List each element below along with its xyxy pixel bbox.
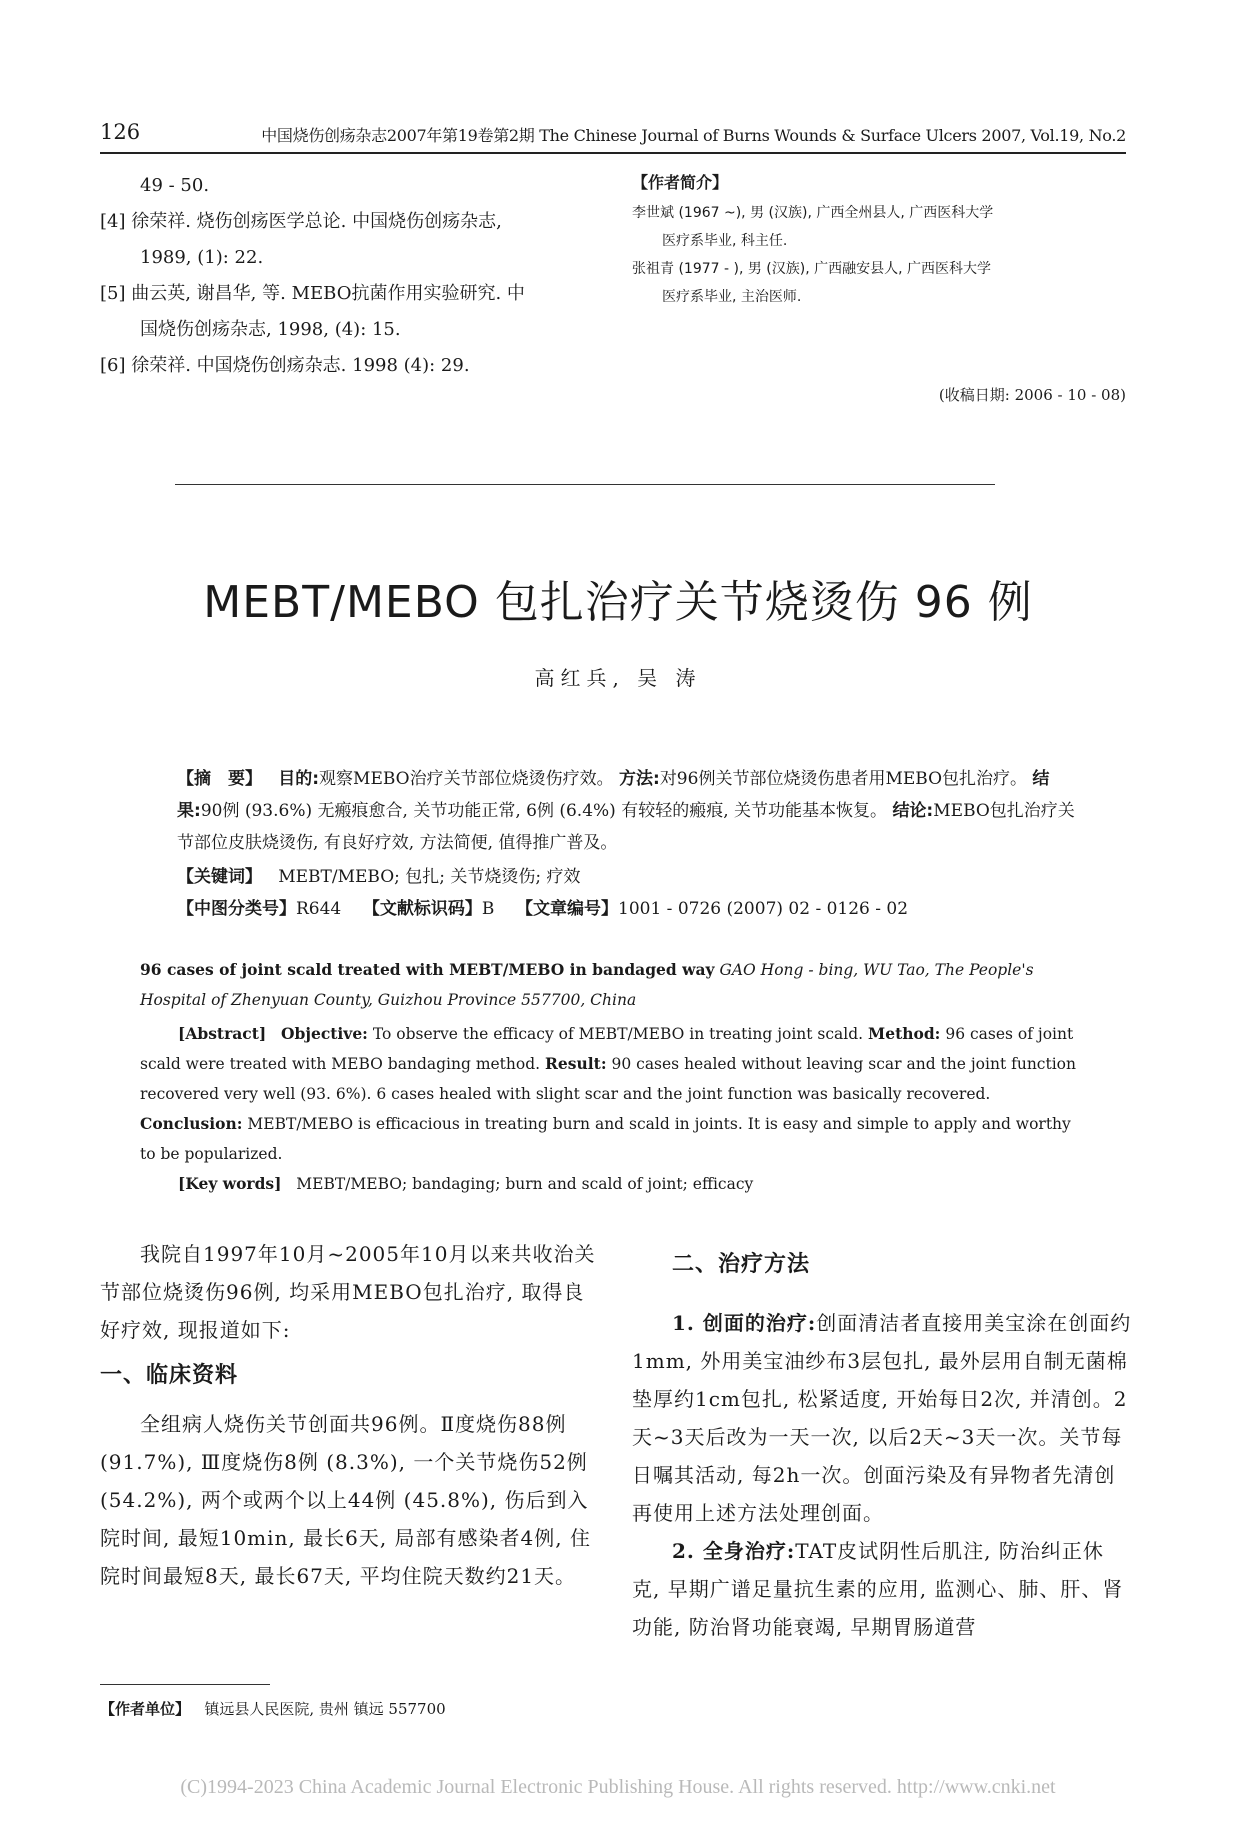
- conclusion-text: MEBO包扎治疗关节部位皮肤烧烫伤, 有良好疗效, 方法简便, 值得推广普及。: [177, 801, 1075, 853]
- reference-text: 曲云英, 谢昌华, 等. MEBO抗菌作用实验研究. 中: [131, 283, 525, 304]
- reference-4: [100, 204, 620, 240]
- class-value: R644: [296, 899, 342, 919]
- abstract-label: 【摘 要】: [177, 769, 262, 789]
- author-intro-heading: 【作者简介】: [632, 173, 729, 192]
- header-rule: [100, 152, 1126, 154]
- footnote-label: 【作者单位】: [100, 1700, 191, 1718]
- article-id-label: 【文章编号】: [516, 899, 618, 919]
- reference-6: [100, 348, 620, 384]
- keywords-line: [177, 861, 1082, 893]
- english-authors: GAO Hong - bing, WU Tao, The People's Hospital: [140, 961, 1034, 1009]
- author-bio: [632, 199, 1132, 311]
- keywords-text-en: MEBT/MEBO; bandaging; burn and scald of joint; efficacy: [296, 1175, 754, 1193]
- footnote-text: 镇远县人民医院, 贵州 镇远 557700: [204, 1700, 446, 1718]
- section-divider: [175, 484, 995, 485]
- reference-label: [4]: [100, 211, 126, 232]
- class-label: 【中图分类号】: [177, 899, 296, 919]
- body-left-column: [100, 1235, 600, 1595]
- abstract-label-en: [Abstract]: [178, 1024, 267, 1043]
- systemic-treatment-paragraph: [632, 1532, 1132, 1646]
- reference-5: [100, 276, 620, 312]
- wound-treatment-paragraph: [632, 1304, 1132, 1532]
- english-title-line: [140, 955, 1082, 1015]
- keywords-label-en: [Key words]: [178, 1174, 282, 1193]
- footnote-rule: [100, 1684, 270, 1685]
- keywords-label: 【关键词】: [177, 867, 262, 887]
- english-abstract-body: [140, 1019, 1082, 1169]
- method-text: 对96例关节部位烧烫伤患者用MEBO包扎治疗。: [659, 769, 1028, 789]
- english-keywords-line: [140, 1169, 1082, 1199]
- doc-code-value: B: [481, 899, 495, 919]
- author-bio-line: 张祖青 (1977 - ), 男 (汉族), 广西融安县人, 广西医科大学: [632, 261, 992, 277]
- received-date: (收稿日期: 2006 - 10 - 08): [938, 386, 1126, 404]
- objective-label-en: Objective:: [281, 1024, 368, 1043]
- author-bio-line: 医疗系毕业, 主治医师.: [662, 289, 802, 305]
- method-text-en: 96 cases of joint scald were treated with MEBO bandaging method.: [140, 1025, 1074, 1073]
- article-id-value: 1001 - 0726 (2007) 02 - 0126 - 02: [618, 899, 909, 919]
- reference-5-cont: 国烧伤创疡杂志, 1998, (4): 15.: [140, 319, 401, 340]
- conclusion-text-en: MEBT/MEBO is efficacious in treating burn and scald in joints. It is easy and simple to apply and worthy to be popularized.: [140, 1115, 1071, 1163]
- objective-label: 目的:: [278, 769, 320, 789]
- abstract-chinese: [177, 763, 1082, 925]
- objective-text-en: To observe the efficacy of MEBT/MEBO in treating joint scald.: [372, 1025, 864, 1043]
- reference-label: [5]: [100, 283, 126, 304]
- conclusion-label-en: Conclusion:: [140, 1114, 243, 1133]
- objective-text: 观察MEBO治疗关节部位烧烫伤疗效。: [319, 769, 614, 789]
- result-text: 90例 (93.6%) 无瘢痕愈合, 关节功能正常, 6例 (6.4%) 有较轻的瘢痕, 关节功能基本恢复。: [200, 801, 888, 821]
- method-label: 方法:: [619, 769, 660, 789]
- method-label-en: Method:: [868, 1024, 941, 1043]
- reference-text: 徐荣祥. 中国烧伤创疡杂志. 1998 (4): 29.: [131, 355, 470, 376]
- intro-paragraph: 我院自1997年10月~2005年10月以来共收治关节部位烧烫伤96例, 均采用MEBO包扎治疗, 取得良好疗效, 现报道如下:: [100, 1242, 596, 1342]
- article-title: MEBT/MEBO 包扎治疗关节烧烫伤 96 例: [203, 577, 1033, 628]
- result-text-en: 90 cases healed without leaving scar and the joint function recovered very well (93. 6%). 6 cases healed with slight scar and the joint function was basically recovered.: [140, 1055, 1076, 1103]
- reference-list: [100, 168, 620, 384]
- body-right-column: [632, 1240, 1132, 1646]
- result-label: 结果:: [177, 769, 1050, 821]
- author-bio-line: 李世斌 (1967 ~), 男 (汉族), 广西全州县人, 广西医科大学: [632, 205, 994, 221]
- english-affiliation: of Zhenyuan County, Guizhou Province 557700, China: [211, 991, 637, 1009]
- page-number: 126: [100, 120, 141, 144]
- reference-continuation: 49 - 50.: [140, 175, 210, 196]
- reference-text: 徐荣祥. 烧伤创疡医学总论. 中国烧伤创疡杂志,: [131, 211, 502, 232]
- conclusion-label: 结论:: [892, 801, 934, 821]
- systemic-treatment-label: 2. 全身治疗:: [672, 1539, 796, 1563]
- systemic-treatment-text: TAT皮试阴性后肌注, 防治纠正休克, 早期广谱足量抗生素的应用, 监测心、肺、肝、肾功能, 防治肾功能衰竭, 早期胃肠道营: [632, 1539, 1124, 1639]
- author-affiliation-footnote: [100, 1698, 446, 1719]
- section-heading-treatment: 二、治疗方法: [672, 1252, 811, 1277]
- author-intro: [632, 170, 1132, 311]
- journal-running-header: 中国烧伤创疡杂志2007年第19卷第2期 The Chinese Journal of Burns Wounds & Surface Ulcers 2007, Vol.19, No.2: [261, 126, 1126, 145]
- result-label-en: Result:: [545, 1054, 607, 1073]
- english-title: 96 cases of joint scald treated with MEBT/MEBO in bandaged way: [140, 960, 715, 979]
- article-authors: 高红兵, 吴 涛: [534, 666, 702, 690]
- copyright-notice: (C)1994-2023 China Academic Journal Electronic Publishing House. All rights reserved. http://www.cnki.net: [180, 1776, 1056, 1798]
- abstract-english: [140, 955, 1082, 1199]
- keywords-text: MEBT/MEBO; 包扎; 关节烧烫伤; 疗效: [278, 867, 581, 887]
- doc-code-label: 【文献标识码】: [362, 899, 482, 919]
- reference-4-cont: 1989, (1): 22.: [140, 247, 264, 268]
- wound-treatment-label: 1. 创面的治疗:: [672, 1311, 817, 1335]
- reference-label: [6]: [100, 355, 126, 376]
- author-bio-line: 医疗系毕业, 科主任.: [662, 233, 788, 249]
- section-heading-clinical: 一、临床资料: [100, 1363, 239, 1388]
- clinical-data-paragraph: 全组病人烧伤关节创面共96例。Ⅱ度烧伤88例 (91.7%), Ⅲ度烧伤8例 (8.3%), 一个关节烧伤52例 (54.2%), 两个或两个以上44例 (45.8%), 伤后到入院时间, 最短10min, 最长6天, 局部有感染者4例, 住院时间最短8天, 最长67天, 平均住院天数约21天。: [100, 1412, 591, 1588]
- classification-line: [177, 893, 1082, 925]
- abstract-body: [177, 763, 1082, 859]
- wound-treatment-text: 创面清洁者直接用美宝涂在创面约1mm, 外用美宝油纱布3层包扎, 最外层用自制无菌棉垫厚约1cm包扎, 松紧适度, 开始每日2次, 并清创。2天~3天后改为一天一次, 以后2天~3天一次。关节每日嘱其活动, 每2h一次。创面污染及有异物者先清创再使用上述方法处理创面。: [632, 1311, 1132, 1525]
